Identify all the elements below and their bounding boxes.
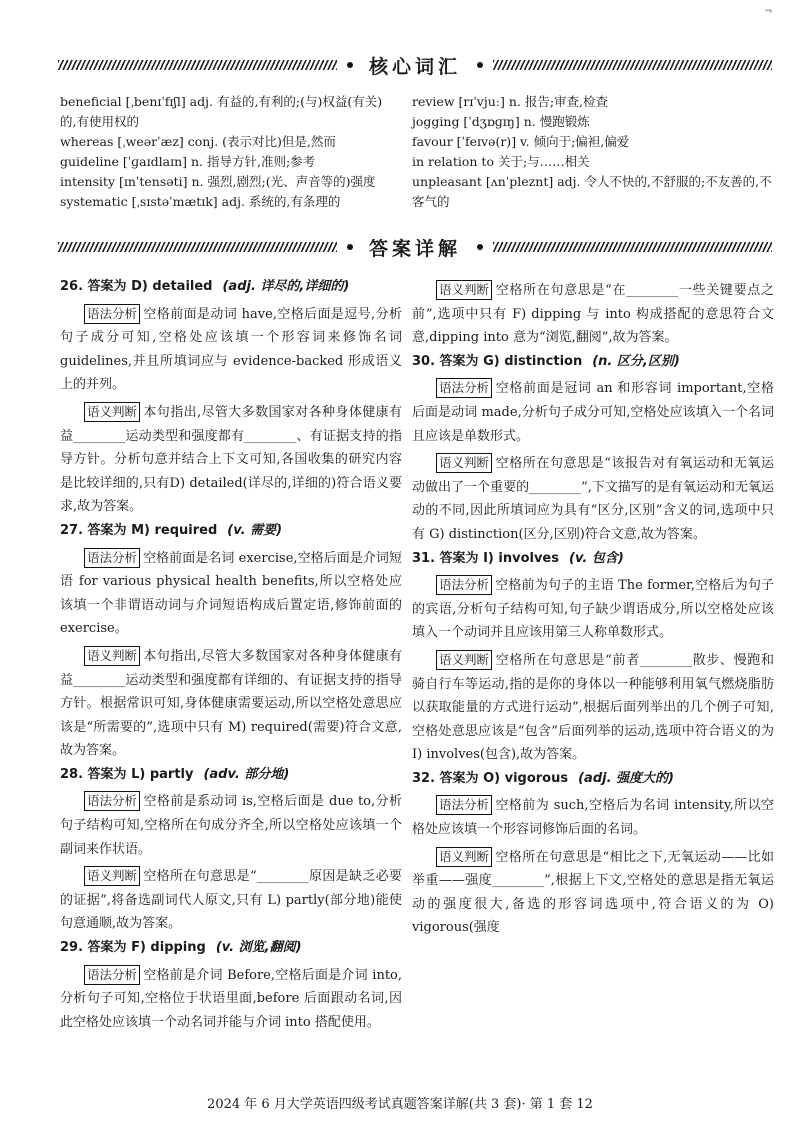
answer-gloss: (v. 需要)	[227, 522, 283, 538]
semantic-text: 空格所在句意思是“该报告对有氧运动和无氧运动做出了一个重要的________”,下文描写的是有氧运动和无氧运动的不同,因此所填词应为具有“区分,区别”含义的词,选项中只有 G) distinction(区分,区别)符合文意,故为答案。	[412, 456, 774, 542]
grammar-analysis	[60, 964, 402, 1035]
vocab-entry: favour [ˈfeɪvə(r)] v. 倾向于;偏袒,偏爱	[412, 134, 630, 149]
grammar-tag: 语法分析	[84, 548, 140, 568]
answer-label: 28. 答案为 L) partly	[60, 766, 194, 782]
grammar-analysis	[412, 574, 774, 645]
vocab-entry: systematic [ˌsɪstəˈmætɪk] adj. 系统的,有条理的	[60, 194, 341, 209]
banner-hatch-left	[58, 60, 337, 70]
semantic-tag: 语义判断	[436, 847, 492, 867]
grammar-analysis	[60, 547, 402, 641]
grammar-text: 空格前是系动词 is,空格后面是 due to,分析句子结构可知,空格所在句成分齐全,所以空格处应该填一个副词来作状语。	[60, 794, 402, 857]
grammar-text: 空格前面是冠词 an 和形容词 important,空格后面是动词 made,分析句子成分可知,空格处应该填入一个名词且应该是单数形式。	[412, 381, 774, 444]
vocab-list-left	[60, 92, 396, 212]
vocab-entry: beneficial [ˌbenɪˈfɪʃl] adj. 有益的,有利的;(与)权益(有关)的,有使用权的	[60, 94, 383, 129]
grammar-text: 空格前为 such,空格后为名词 intensity,所以空格处应该填一个形容词修饰后面的名词。	[412, 798, 774, 838]
semantic-judgment	[412, 452, 774, 546]
bullet-icon	[477, 244, 483, 250]
grammar-text: 空格前为句子的主语 The former,空格后为句子的宾语,分析句子结构可知,句子缺少谓语成分,所以空格处应该填入一个动词并且应该用第三人称单数形式。	[412, 578, 774, 641]
grammar-tag: 语法分析	[84, 965, 140, 985]
grammar-text: 空格前是介词 Before,空格后面是介词 into,分析句子可知,空格位于状语里面,before 后面跟动名词,因此空格处应该填一个动名词并能与介词 into 搭配使用。	[60, 967, 402, 1030]
semantic-tag: 语义判断	[436, 650, 492, 670]
semantic-tag: 语义判断	[84, 402, 140, 422]
answer-label: 32. 答案为 O) vigorous	[412, 770, 569, 786]
grammar-text: 空格前面是动词 have,空格后面是逗号,分析句子成分可知,空格处应该填一个形容词来修饰名词 guidelines,并且所填词应与 evidence-backed 形成语义上的并列。	[60, 306, 402, 393]
semantic-tag: 语义判断	[436, 453, 492, 473]
answer-label: 27. 答案为 M) required	[60, 522, 218, 538]
answer-heading-29	[60, 936, 402, 960]
vocab-list-right	[412, 92, 774, 212]
grammar-tag: 语法分析	[84, 791, 140, 811]
vocab-entry: intensity [ɪnˈtensəti] n. 强烈,剧烈;(光、声音等的)强度	[60, 174, 376, 189]
vocab-section-title: 核心词汇	[369, 55, 462, 78]
semantic-tag: 语义判断	[84, 646, 140, 666]
vocab-entry: whereas [ˌweərˈæz] conj. (表示对比)但是,然而	[60, 134, 336, 149]
semantic-tag: 语义判断	[84, 866, 140, 886]
bullet-icon	[477, 62, 483, 68]
grammar-analysis	[60, 790, 402, 861]
grammar-tag: 语法分析	[436, 378, 492, 398]
answer-gloss: (v. 包含)	[569, 550, 624, 566]
answer-label: 31. 答案为 I) involves	[412, 550, 559, 566]
answer-gloss: (adv. 部分地)	[203, 766, 290, 782]
vocab-entry: in relation to 关于;与……相关	[412, 154, 590, 169]
semantic-judgment	[60, 645, 402, 763]
answer-label: 29. 答案为 F) dipping	[60, 940, 206, 956]
answer-heading-32	[412, 767, 774, 791]
semantic-judgment	[60, 401, 402, 519]
grammar-tag: 语法分析	[84, 304, 140, 324]
banner-hatch-left	[58, 242, 337, 252]
answers-column-right	[412, 275, 774, 940]
answer-heading-30	[412, 350, 774, 374]
grammar-analysis	[60, 303, 402, 397]
semantic-text: 本句指出,尽管大多数国家对各种身体健康有益________运动类型和强度都有________、有证据支持的指导方针。分析句意并结合上下文可知,各国收集的研究内容是比较详细的,只有D) detailed(详尽的,详细的)符合语义要求,故为答案。	[60, 404, 402, 515]
semantic-judgment	[60, 865, 402, 936]
bullet-icon	[347, 62, 353, 68]
vocab-entry: review [rɪˈvjuː] n. 报告;审查,检查	[412, 94, 609, 109]
answer-heading-28	[60, 763, 402, 787]
page-footer: 2024 年 6 月大学英语四级考试真题答案详解(共 3 套)· 第 1 套 12	[207, 1097, 593, 1112]
semantic-tag: 语义判断	[436, 280, 492, 300]
answers-column-left	[60, 275, 402, 1034]
vocab-banner	[58, 54, 772, 76]
bullet-icon	[347, 244, 353, 250]
corner-mark: ¬	[764, 6, 773, 17]
banner-hatch-right	[493, 60, 772, 70]
vocab-entry: unpleasant [ʌnˈpleznt] adj. 令人不快的,不舒服的;不友善的,不客气的	[412, 174, 772, 209]
answer-gloss: (n. 区分,区别)	[592, 353, 680, 369]
semantic-text: 空格所在句意思是“在________一些关键要点之前”,选项中只有 F) dipping 与 into 构成搭配的意思符合文意,dipping into 意为“浏览,翻阅”,故为答案。	[412, 283, 774, 346]
answer-heading-27	[60, 519, 402, 543]
vocab-entry: guideline [ˈɡaɪdlaɪn] n. 指导方针,准则;参考	[60, 154, 316, 169]
semantic-judgment	[412, 279, 774, 350]
semantic-text: 空格所在句意思是“相比之下,无氧运动——比如举重——强度________”,根据上下文,空格处的意思是指无氧运动的强度很大,备选的形容词选项中,符合语义的为 O) vigorous(强度	[412, 849, 774, 936]
grammar-analysis	[412, 794, 774, 841]
answer-label: 26. 答案为 D) detailed	[60, 279, 213, 294]
grammar-analysis	[412, 377, 774, 448]
answer-gloss: (adj. 详尽的,详细的)	[222, 279, 350, 294]
answer-label: 30. 答案为 G) distinction	[412, 353, 583, 369]
grammar-tag: 语法分析	[436, 575, 492, 595]
grammar-tag: 语法分析	[436, 795, 492, 815]
answers-section-title: 答案详解	[369, 237, 462, 260]
grammar-text: 空格前面是名词 exercise,空格后面是介词短语 for various physical health benefits,所以空格处应该填一个非谓语动词与介词短语构成后置定语,修饰前面的 exercise。	[60, 550, 402, 637]
answer-heading-31	[412, 547, 774, 571]
answer-heading-26	[60, 275, 402, 299]
semantic-judgment	[412, 649, 774, 767]
answers-banner	[58, 236, 772, 258]
semantic-text: 空格所在句意思是“前者________散步、慢跑和骑自行车等运动,指的是你的身体以一种能够利用氧气燃烧脂肪以获取能量的方式进行运动”,根据后面列举出的几个例子可知,空格处意思应该是“包含”后面列举的运动,选项中符合语义的为 I) involves(包含),故为答案。	[412, 652, 774, 763]
answer-gloss: (v. 浏览,翻阅)	[215, 940, 302, 956]
vocab-entry: jogging [ˈdʒɒɡɪŋ] n. 慢跑锻炼	[412, 114, 590, 129]
semantic-text: 本句指出,尽管大多数国家对各种身体健康有益________运动类型和强度都有详细的、有证据支持的指导方针。根据常识可知,身体健康需要运动,所以空格处意思应该是“所需要的”,选项中只有 M) required(需要)符合文意,故为答案。	[60, 648, 402, 759]
semantic-judgment	[412, 846, 774, 940]
semantic-text: 空格所在句意思是“________原因是缺乏必要的证据”,将备选副词代人原文,只有 L) partly(部分地)能使句意通顺,故为答案。	[60, 869, 402, 932]
answer-gloss: (adj. 强度大的)	[578, 770, 674, 786]
banner-hatch-right	[493, 242, 772, 252]
